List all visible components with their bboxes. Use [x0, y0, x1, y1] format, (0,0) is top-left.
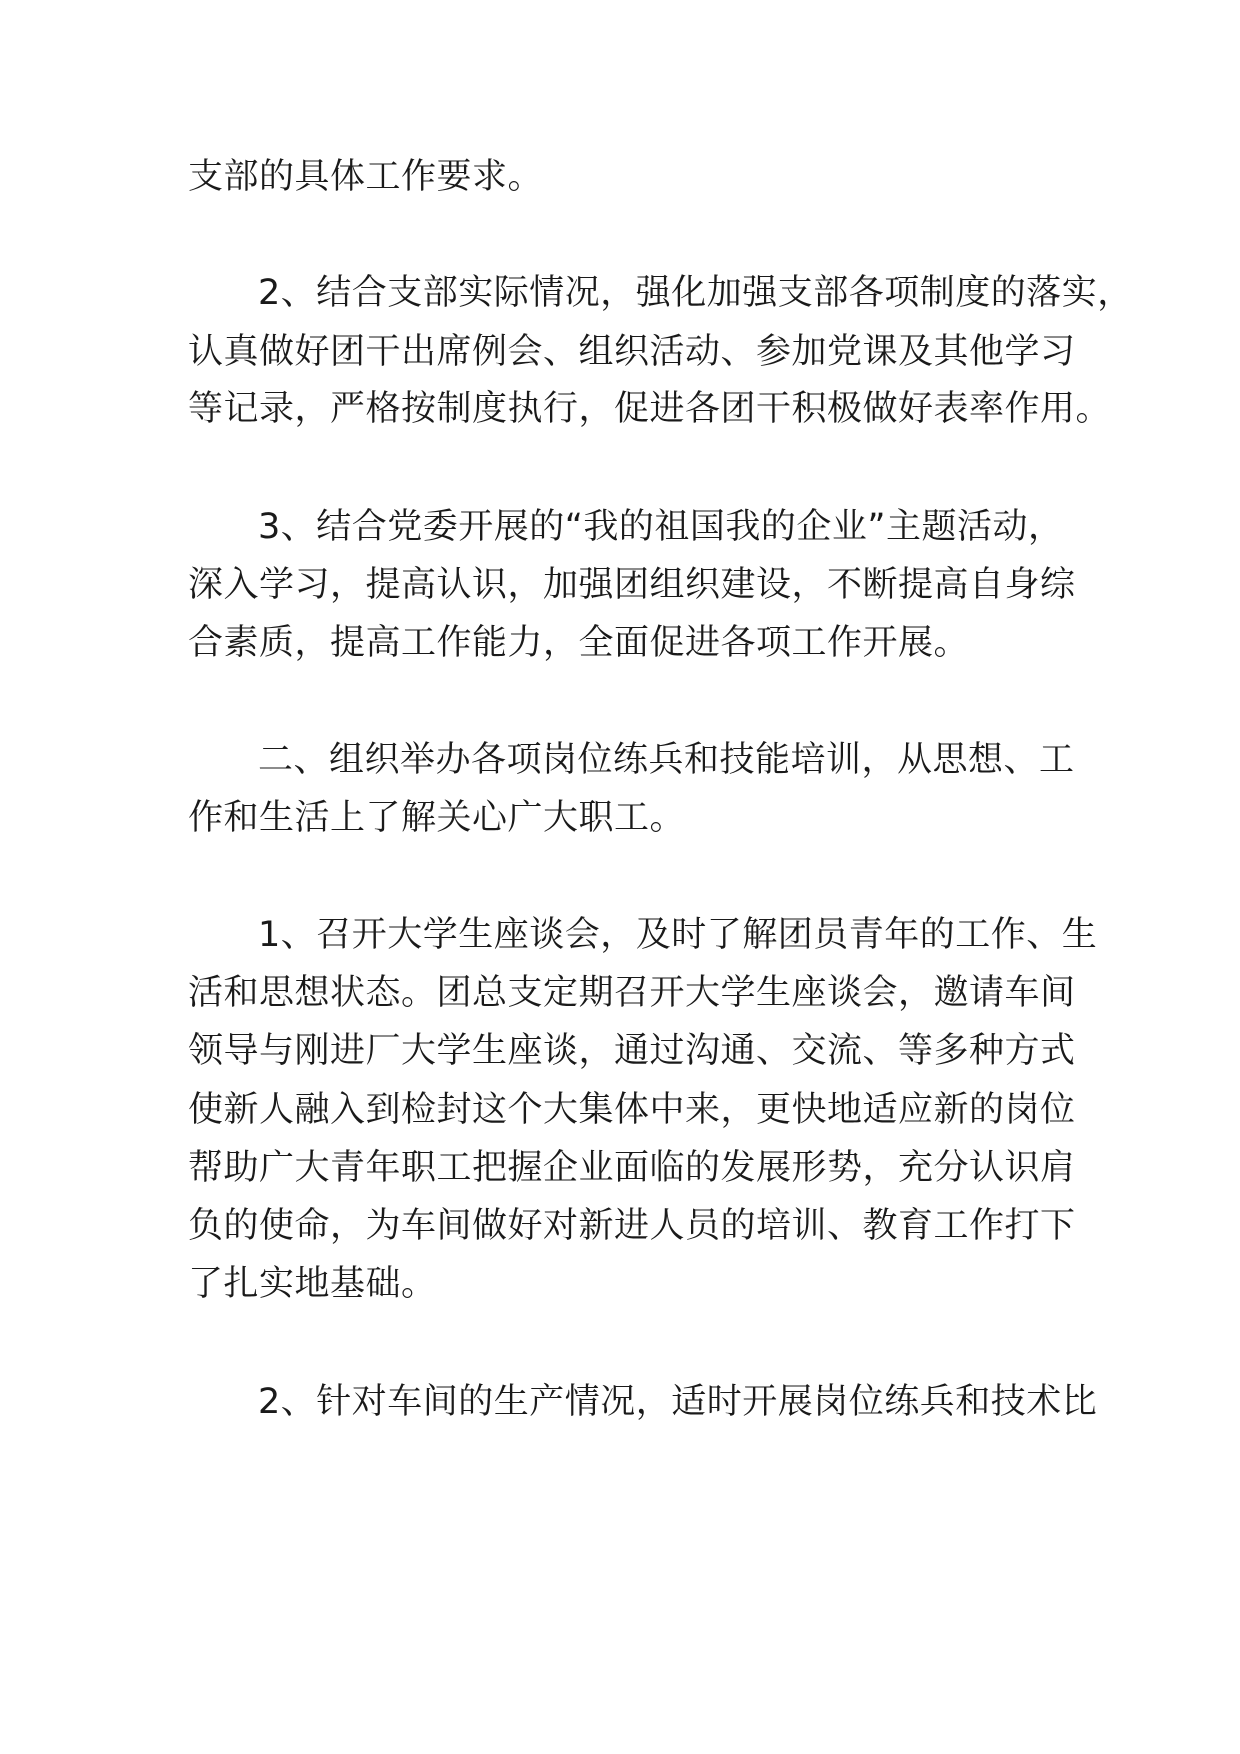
paragraph-line: 2、结合支部实际情况，强化加强支部各项制度的落实， [258, 273, 1133, 313]
paragraph-line: 3、结合党委开展的“我的祖国我的企业”主题活动， [258, 507, 1064, 547]
paragraph-line: 负的使命，为车间做好对新进人员的培训、教育工作打下 [188, 1206, 1076, 1246]
paragraph-line: 支部的具体工作要求。 [188, 157, 544, 197]
paragraph-line: 活和思想状态。团总支定期召开大学生座谈会，邀请车间 [188, 973, 1076, 1013]
paragraph-line: 领导与刚进厂大学生座谈，通过沟通、交流、等多种方式 [188, 1031, 1076, 1071]
paragraph-line: 2、针对车间的生产情况，适时开展岗位练兵和技术比 [258, 1382, 1098, 1422]
paragraph-line: 合素质，提高工作能力，全面促进各项工作开展。 [188, 623, 970, 663]
paragraph-line: 二、组织举办各项岗位练兵和技能培训，从思想、工 [258, 740, 1075, 780]
paragraph-line: 1、召开大学生座谈会，及时了解团员青年的工作、生 [258, 915, 1098, 955]
paragraph-line: 认真做好团干出席例会、组织活动、参加党课及其他学习 [188, 332, 1076, 372]
paragraph-line: 等记录，严格按制度执行，促进各团干积极做好表率作用。 [188, 389, 1112, 429]
paragraph-line: 帮助广大青年职工把握企业面临的发展形势，充分认识肩 [188, 1148, 1076, 1188]
paragraph-line: 使新人融入到检封这个大集体中来，更快地适应新的岗位 [188, 1090, 1076, 1130]
paragraph-line: 深入学习，提高认识，加强团组织建设，不断提高自身综 [188, 565, 1076, 605]
paragraph-line: 了扎实地基础。 [188, 1264, 437, 1304]
paragraph-line: 作和生活上了解关心广大职工。 [188, 798, 686, 838]
